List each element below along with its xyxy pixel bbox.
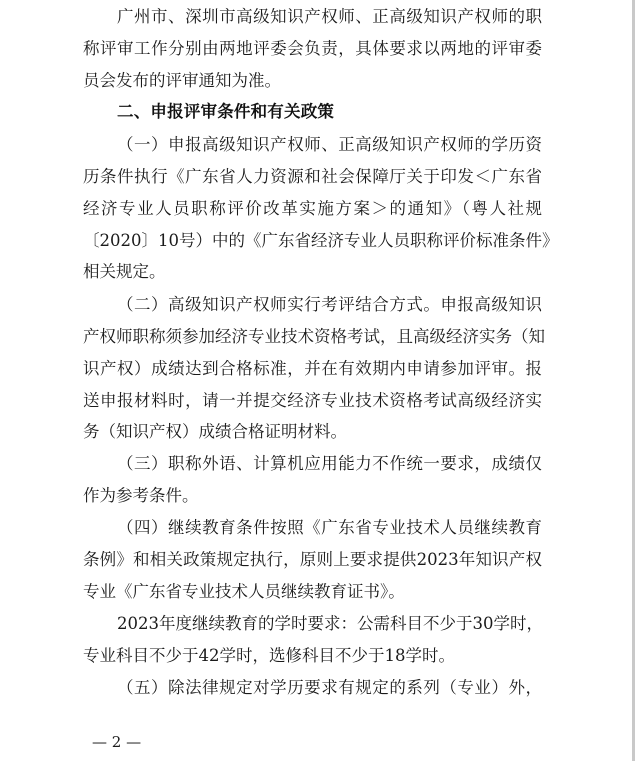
paragraph-line: （四）继续教育条件按照《广东省专业技术人员继续教育 [117,518,542,537]
paragraph-line: （五）除法律规定对学历要求有规定的系列（专业）外， [117,678,542,697]
paragraph-line: （三）职称外语、计算机应用能力不作统一要求，成绩仅 [117,454,542,473]
page-number: — 2 — [92,733,142,751]
paragraph-line: 专业《广东省专业技术人员继续教育证书》。 [83,582,405,601]
paragraph-line: 历条件执行《广东省人力资源和社会保障厅关于印发＜广东省 [83,167,542,186]
paragraph-line: 务（知识产权）成绩合格证明材料。 [83,422,347,441]
paragraph-line: 相关规定。 [83,262,166,281]
paragraph-line: 条例》和相关政策规定执行，原则上要求提供2023年知识产权 [83,550,542,569]
paragraph-line: 专业科目不少于42学时，选修科目不少于18学时。 [83,646,455,665]
paragraph-line: 产权师职称须参加经济专业技术资格考试，且高级经济实务（知 [83,327,545,346]
paragraph-line: （二）高级知识产权师实行考评结合方式。申报高级知识 [117,295,542,314]
section-heading: 二、申报评审条件和有关政策 [117,102,335,121]
paragraph-line: 经济专业人员职称评价改革实施方案＞的通知》（粤人社规 [83,199,542,218]
paragraph-line: 称评审工作分别由两地评委会负责，具体要求以两地的评审委 [83,39,542,58]
paragraph-line: （一）申报高级知识产权师、正高级知识产权师的学历资 [117,135,542,154]
paragraph-line: 广州市、深圳市高级知识产权师、正高级知识产权师的职 [117,7,542,26]
paragraph-line: 识产权）成绩达到合格标准，并在有效期内申请参加评审。报 [83,359,542,378]
paragraph-line: 作为参考条件。 [83,486,199,505]
paragraph-line: 〔2020〕10号）中的《广东省经济专业人员职称评价标准条件》 [83,231,559,250]
paragraph-line: 2023年度继续教育的学时要求：公需科目不少于30学时， [117,614,543,633]
paragraph-line: 送申报材料时，请一并提交经济专业技术资格考试高级经济实 [83,391,542,410]
paragraph-line: 员会发布的评审通知为准。 [83,71,281,90]
